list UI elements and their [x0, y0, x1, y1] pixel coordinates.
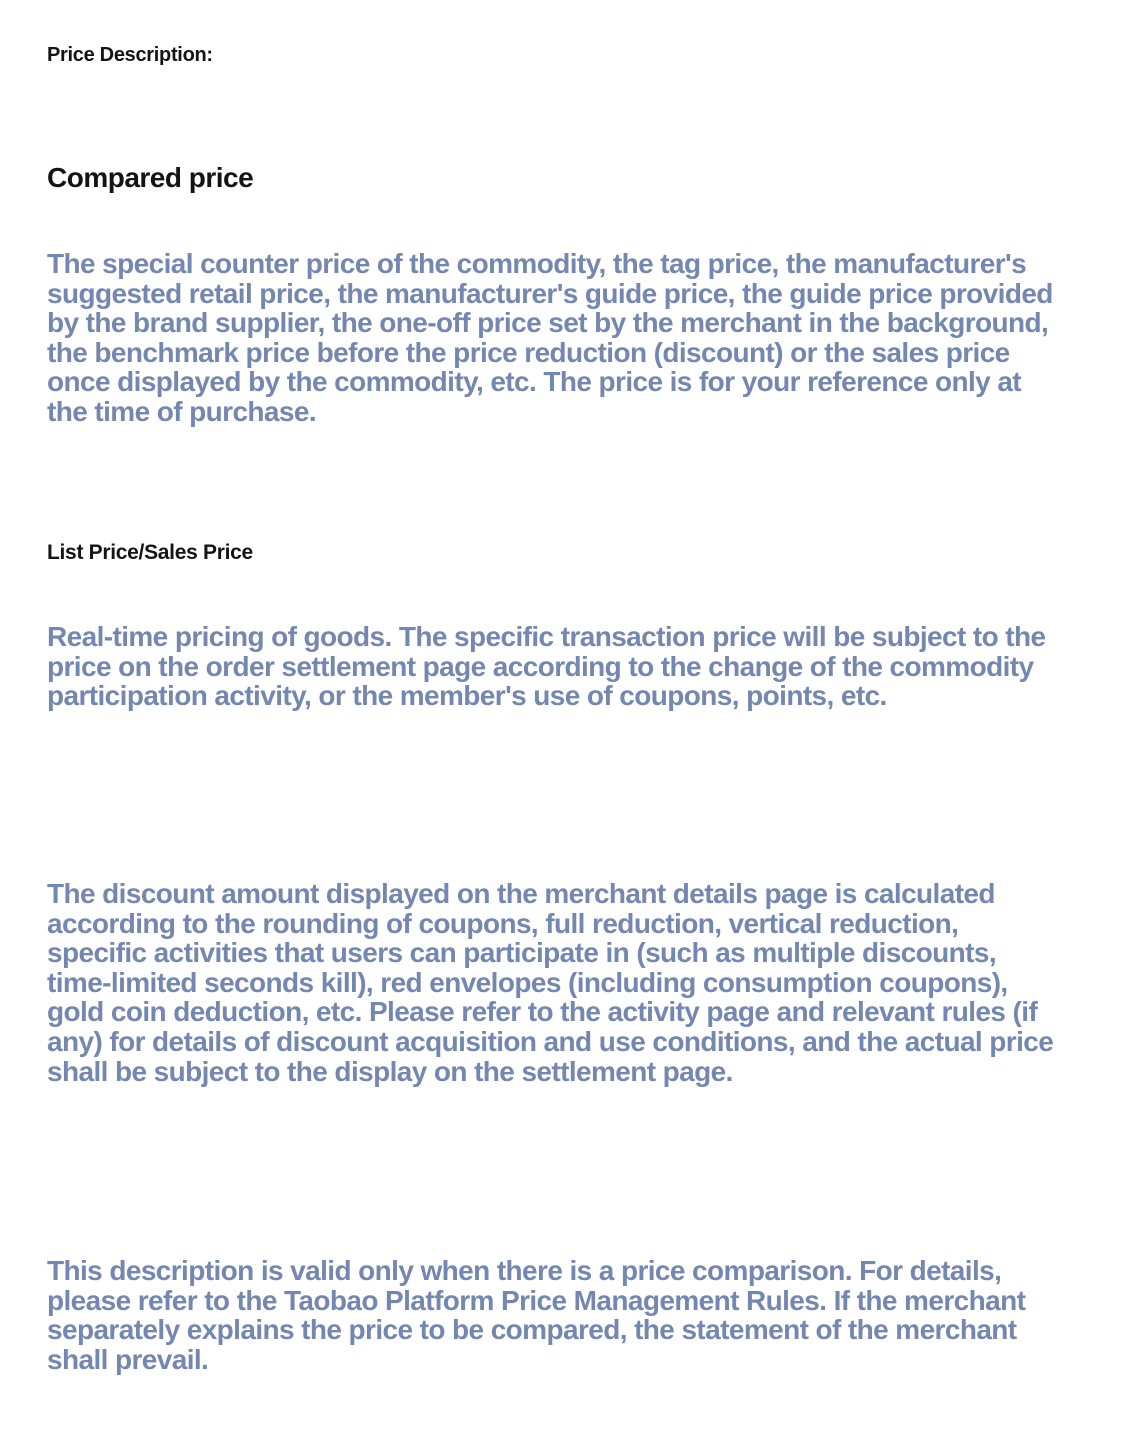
compared-price-body: The special counter price of the commodity, the tag price, the manufacturer's suggested retail price, the manufacturer's guide price, the guide price provided by the brand supplier, the one-off price set by the merchant in the background, the benchmark price before the price reduction (discount) or the sales price once displayed by the commodity, etc. The price is for your reference only at the time of purchase.: [47, 248, 1053, 427]
list-price-heading: List Price/Sales Price: [47, 541, 253, 564]
comparison-validity-paragraph: This description is valid only when there is a price comparison. For details, please refer to the Taobao Platform Price Management Rules. If the merchant separately explains the price to be compared, the statement of the merchant shall prevail.: [47, 1255, 1026, 1375]
realtime-pricing-paragraph: Real-time pricing of goods. The specific transaction price will be subject to the price on the order settlement page according to the change of the commodity participation activity, or the member's use of coupons, points, etc.: [47, 621, 1046, 712]
discount-calculation-paragraph: The discount amount displayed on the merchant details page is calculated according to the rounding of coupons, full reduction, vertical reduction, specific activities that users can participate in (such as multiple discounts, time-limited seconds kill), red envelopes (including consumption coupons), gold coin deduction, etc. Please refer to the activity page and relevant rules (if any) for details of discount acquisition and use conditions, and the actual price shall be subject to the display on the settlement page.: [47, 878, 1054, 1087]
price-description-label: Price Description:: [47, 44, 213, 66]
compared-price-heading: Compared price: [47, 162, 254, 193]
